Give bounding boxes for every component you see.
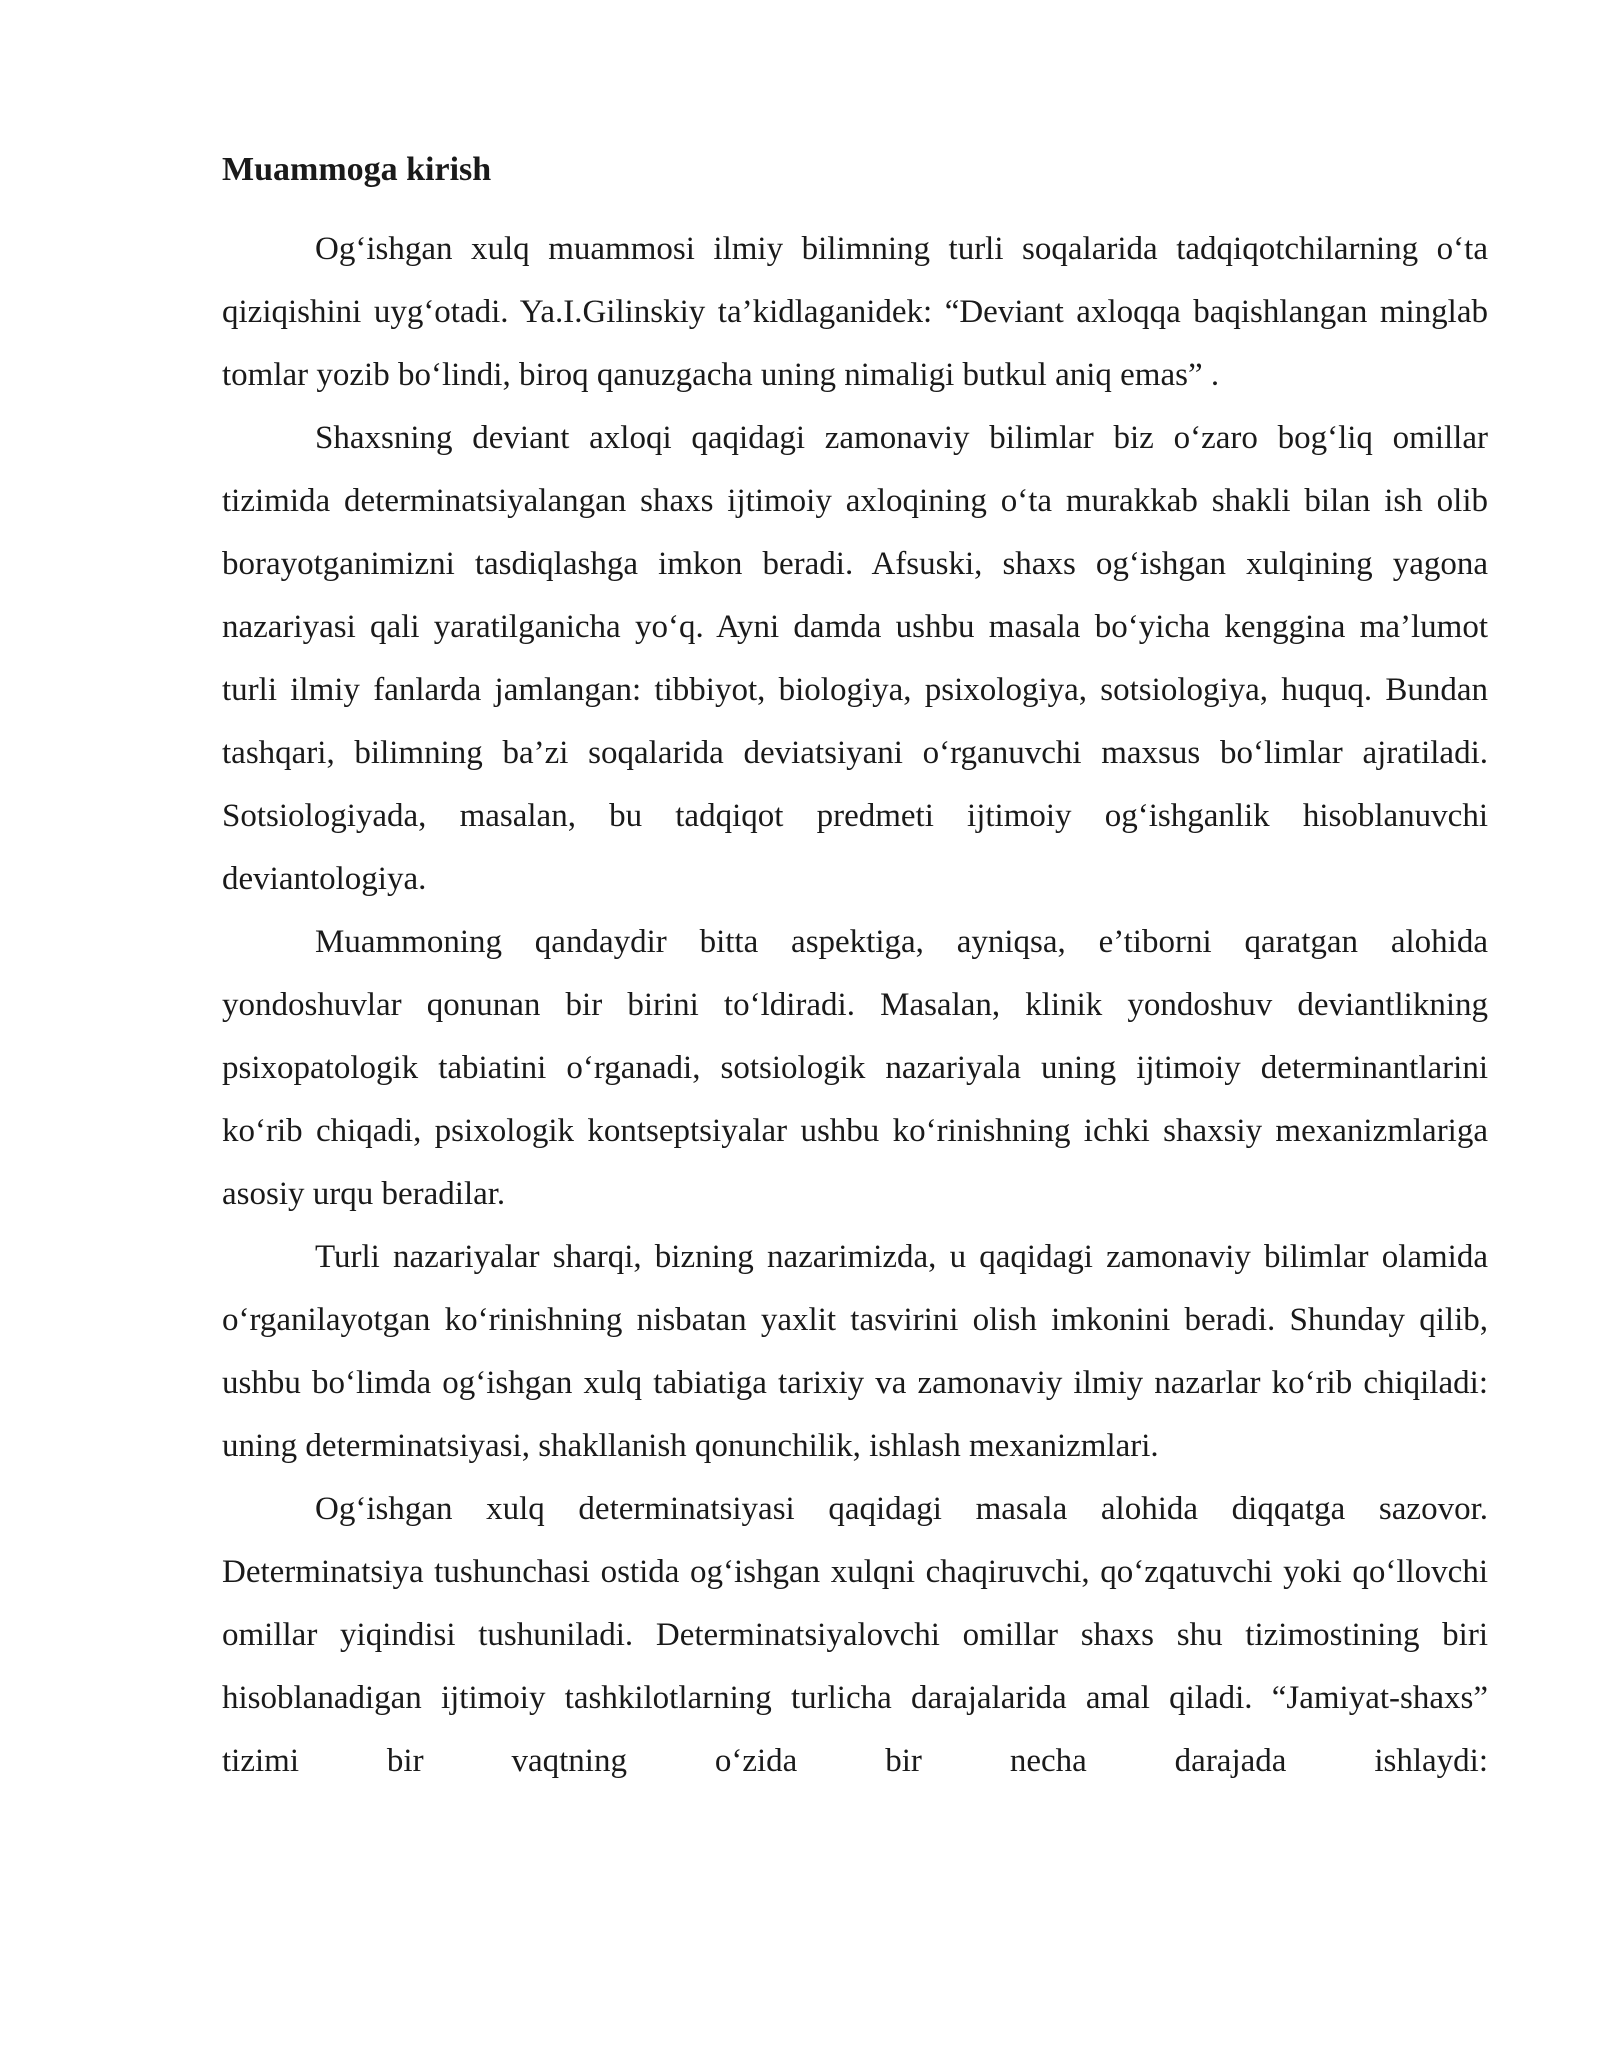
paragraph: Shaxsning deviant axloqi qaqidagi zamonaviy bilimlar biz o‘zaro bog‘liq omillar tizimida determinatsiyalangan shaxs ijtimoiy axloqining o‘ta murakkab shakli bilan ish olib borayotganimizni tasdiqlashga imkon beradi. Afsuski, shaxs og‘ishgan xulqining yagona nazariyasi qali yaratilganicha yo‘q. Ayni damda ushbu masala bo‘yicha kenggina ma’lumot turli ilmiy fanlarda jamlangan: tibbiyot, biologiya, psixologiya, sotsiologiya, huquq. Bundan tashqari, bilimning ba’zi soqalarida deviatsiyani o‘rganuvchi maxsus bo‘limlar ajratiladi. Sotsiologiyada, masalan, bu tadqiqot predmeti ijtimoiy og‘ishganlik hisoblanuvchi deviantologiya. xyxy=(222,420,1488,897)
paragraph: Og‘ishgan xulq muammosi ilmiy bilimning turli soqalarida tadqiqotchilarning o‘ta qiziqishini uyg‘otadi. Ya.I.Gilinskiy ta’kidlaganidek: “Deviant axloqqa baqishlangan minglab tomlar yozib bo‘lindi, biroq qanuzgacha uning nimaligi butkul aniq emas” . xyxy=(222,231,1488,393)
paragraph: Turli nazariyalar sharqi, bizning nazarimizda, u qaqidagi zamonaviy bilimlar olamida o‘rganilayotgan ko‘rinishning nisbatan yaxlit tasvirini olish imkonini beradi. Shunday qilib, ushbu bo‘limda og‘ishgan xulq tabiatiga tarixiy va zamonaviy ilmiy nazarlar ko‘rib chiqiladi: uning determinatsiyasi, shakllanish qonunchilik, ishlash mexanizmlari. xyxy=(222,1239,1488,1464)
paragraph: Muammoning qandaydir bitta aspektiga, ayniqsa, e’tiborni qaratgan alohida yondoshuvlar qonunan bir birini to‘ldiradi. Masalan, klinik yondoshuv deviantlikning psixopatologik tabiatini o‘rganadi, sotsiologik nazariyala uning ijtimoiy determinantlarini ko‘rib chiqadi, psixologik kontseptsiyalar ushbu ko‘rinishning ichki shaxsiy mexanizmlariga asosiy urqu beradilar. xyxy=(222,924,1488,1212)
document-page xyxy=(222,146,1488,1793)
paragraph: Og‘ishgan xulq determinatsiyasi qaqidagi masala alohida diqqatga sazovor. Determinatsiya tushunchasi ostida og‘ishgan xulqni chaqiruvchi, qo‘zqatuvchi yoki qo‘llovchi omillar yiqindisi tushuniladi. Determinatsiyalovchi omillar shaxs shu tizimostining biri hisoblanadigan ijtimoiy tashkilotlarning turlicha darajalarida amal qiladi. “Jamiyat-shaxs” tizimi bir vaqtning o‘zida bir necha darajada ishlaydi: xyxy=(222,1491,1488,1779)
section-heading: Muammoga kirish xyxy=(222,151,492,188)
